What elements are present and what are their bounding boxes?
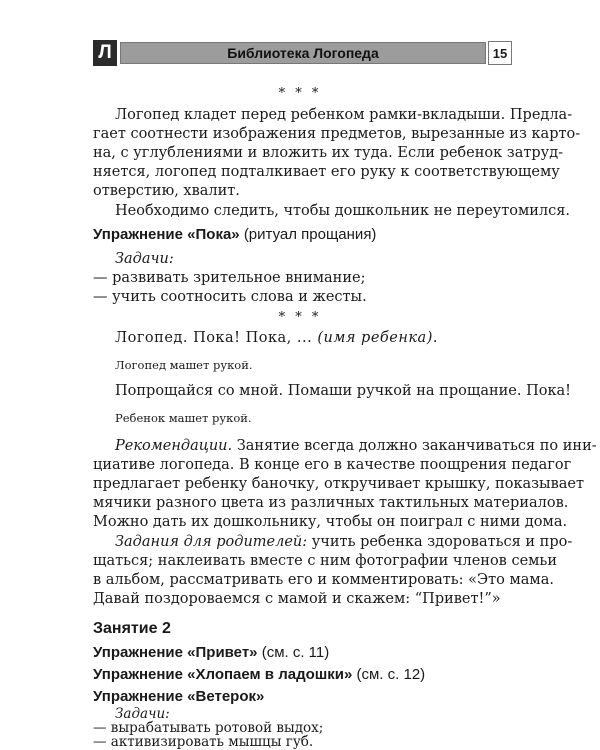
- exercise-note: (ритуал прощания): [243, 226, 377, 243]
- dialog-line: Попрощайся со мной. Помаши ручкой на прощание. Пока!: [115, 383, 572, 399]
- parents-label: Задания для родителей:: [115, 534, 308, 550]
- paragraph-line: щаться; наклеивать вместе с ним фотографии членов семьи: [93, 553, 557, 569]
- paragraph-line: отверстию, хвалит.: [93, 183, 240, 199]
- paragraph-line: Давай поздороваемся с мамой и скажем: “Привет!”»: [93, 591, 501, 607]
- paragraph-line: циативе логопеда. В конце его в качестве поощрения педагог: [93, 457, 572, 473]
- exercise-heading-privet: [93, 644, 329, 661]
- section-divider-stars: * * *: [278, 310, 322, 325]
- paragraph-line: гает соотнести изображения предметов, вырезанные из карто-: [93, 126, 581, 142]
- paragraph-line: Логопед кладет перед ребенком рамки-вкладыши. Предла-: [115, 107, 573, 123]
- paragraph-line: няется, логопед подталкивает его руку к соответствующему: [93, 164, 560, 180]
- parents-text: учить ребенка здороваться и про-: [307, 534, 573, 550]
- exercise-ref: (см. с. 12): [356, 666, 426, 683]
- exercise-heading-veterok: [93, 688, 264, 705]
- tasks-label: Задачи:: [115, 706, 170, 722]
- recommendations-text: Занятие всегда должно заканчиваться по ини-: [232, 438, 597, 454]
- paragraph-line: Необходимо следить, чтобы дошкольник не переутомился.: [115, 203, 570, 219]
- paragraph-line: на, с углублениями и вложить их туда. Если ребенок затруд-: [93, 145, 564, 161]
- running-header-title: Библиотека Логопеда: [120, 42, 486, 64]
- page-number: 15: [488, 41, 512, 65]
- task-item: — активизировать мышцы губ.: [93, 734, 314, 750]
- paragraph-line: [93, 437, 597, 456]
- dialog-hint: (имя ребенка).: [317, 330, 438, 346]
- exercise-ref: (см. с. 11): [261, 644, 330, 661]
- paragraph-line: Можно дать их дошкольнику, чтобы он поиграл с ними дома.: [93, 514, 568, 530]
- stage-remark: Ребенок машет рукой.: [115, 411, 252, 425]
- exercise-heading-hlopaem: [93, 666, 425, 683]
- dialog-speaker: Логопед.: [115, 330, 188, 346]
- dialog-text: Пока! Пока, ...: [193, 330, 313, 346]
- exercise-title: Упражнение «Ветерок»: [93, 688, 265, 705]
- lesson-heading: Занятие 2: [93, 620, 171, 637]
- exercise-heading-poka: [93, 226, 376, 243]
- exercise-title: Упражнение «Хлопаем в ладошки»: [93, 666, 353, 683]
- task-item: — учить соотносить слова и жесты.: [93, 289, 367, 305]
- logo-block: Л: [93, 40, 117, 66]
- paragraph-line: [93, 533, 573, 552]
- paragraph-line: предлагает ребенку баночку, откручивает крышку, показывает: [93, 476, 585, 492]
- recommendations-label: Рекомендации.: [115, 438, 233, 454]
- section-divider-stars: * * *: [278, 86, 322, 101]
- paragraph-line: в альбом, рассматривать его и комментировать: «Это мама.: [93, 572, 554, 588]
- exercise-title: Упражнение «Пока»: [93, 226, 240, 243]
- task-item: — развивать зрительное внимание;: [93, 270, 366, 286]
- tasks-label: Задачи:: [115, 251, 174, 267]
- paragraph-line: мячики разного цвета из различных тактильных материалов.: [93, 495, 569, 511]
- exercise-title: Упражнение «Привет»: [93, 644, 258, 661]
- stage-remark: Логопед машет рукой.: [115, 358, 253, 372]
- task-item: — вырабатывать ротовой выдох;: [93, 720, 324, 736]
- dialog-line: [115, 330, 438, 346]
